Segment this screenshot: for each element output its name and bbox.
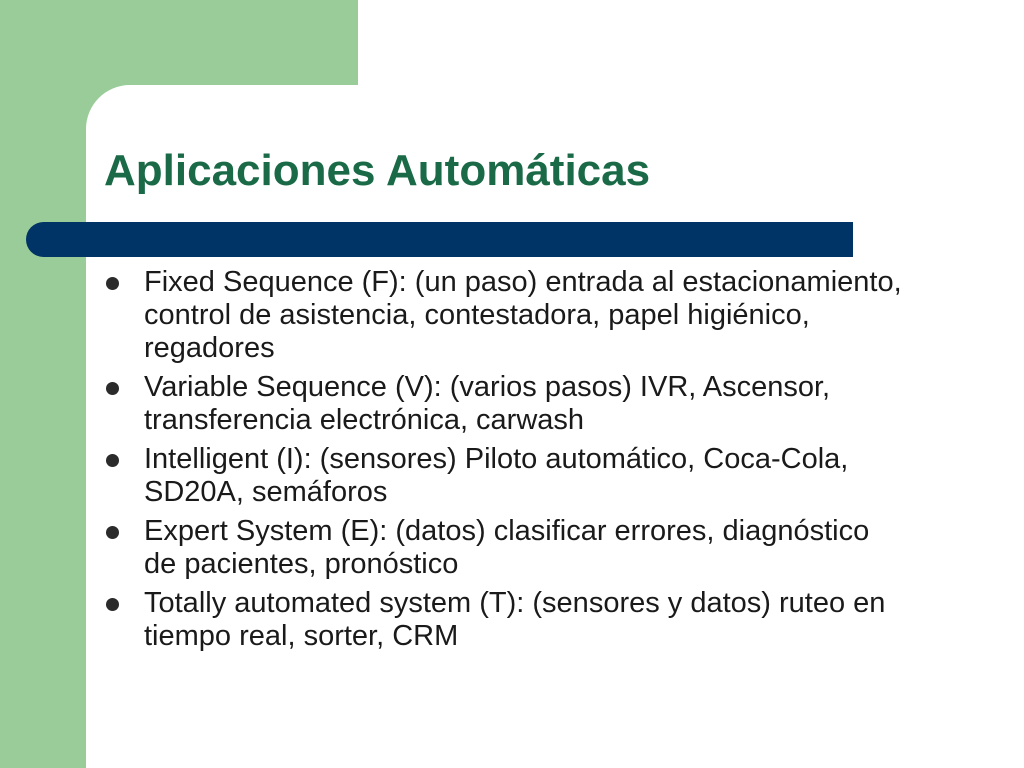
title-underline-bar [26,222,853,257]
bullet-text: Variable Sequence (V): (varios pasos) IVR, Ascensor, transferencia electrónica, carwash [144,371,831,436]
bullet-item-intelligent [104,443,904,509]
bullet-text: Fixed Sequence (F): (un paso) entrada al estacionamiento, control de asistencia, contestadora, papel higiénico, regadores [144,266,902,364]
bullet-dot-icon [106,382,119,395]
bullet-dot-icon [106,598,119,611]
bullet-dot-icon [106,277,119,290]
bullet-text: Expert System (E): (datos) clasificar errores, diagnóstico de pacientes, pronóstico [144,515,870,580]
bullet-item-totally-automated [104,587,904,653]
bullet-text: Intelligent (I): (sensores) Piloto automático, Coca-Cola, SD20A, semáforos [144,443,849,508]
bullet-dot-icon [106,454,119,467]
bullet-list [104,266,904,659]
bullet-text: Totally automated system (T): (sensores y datos) ruteo en tiempo real, sorter, CRM [144,587,886,652]
bullet-dot-icon [106,526,119,539]
bullet-item-fixed-sequence [104,266,904,365]
bullet-item-expert-system [104,515,904,581]
bullet-item-variable-sequence [104,371,904,437]
slide-title: Aplicaciones Automáticas [104,146,651,195]
